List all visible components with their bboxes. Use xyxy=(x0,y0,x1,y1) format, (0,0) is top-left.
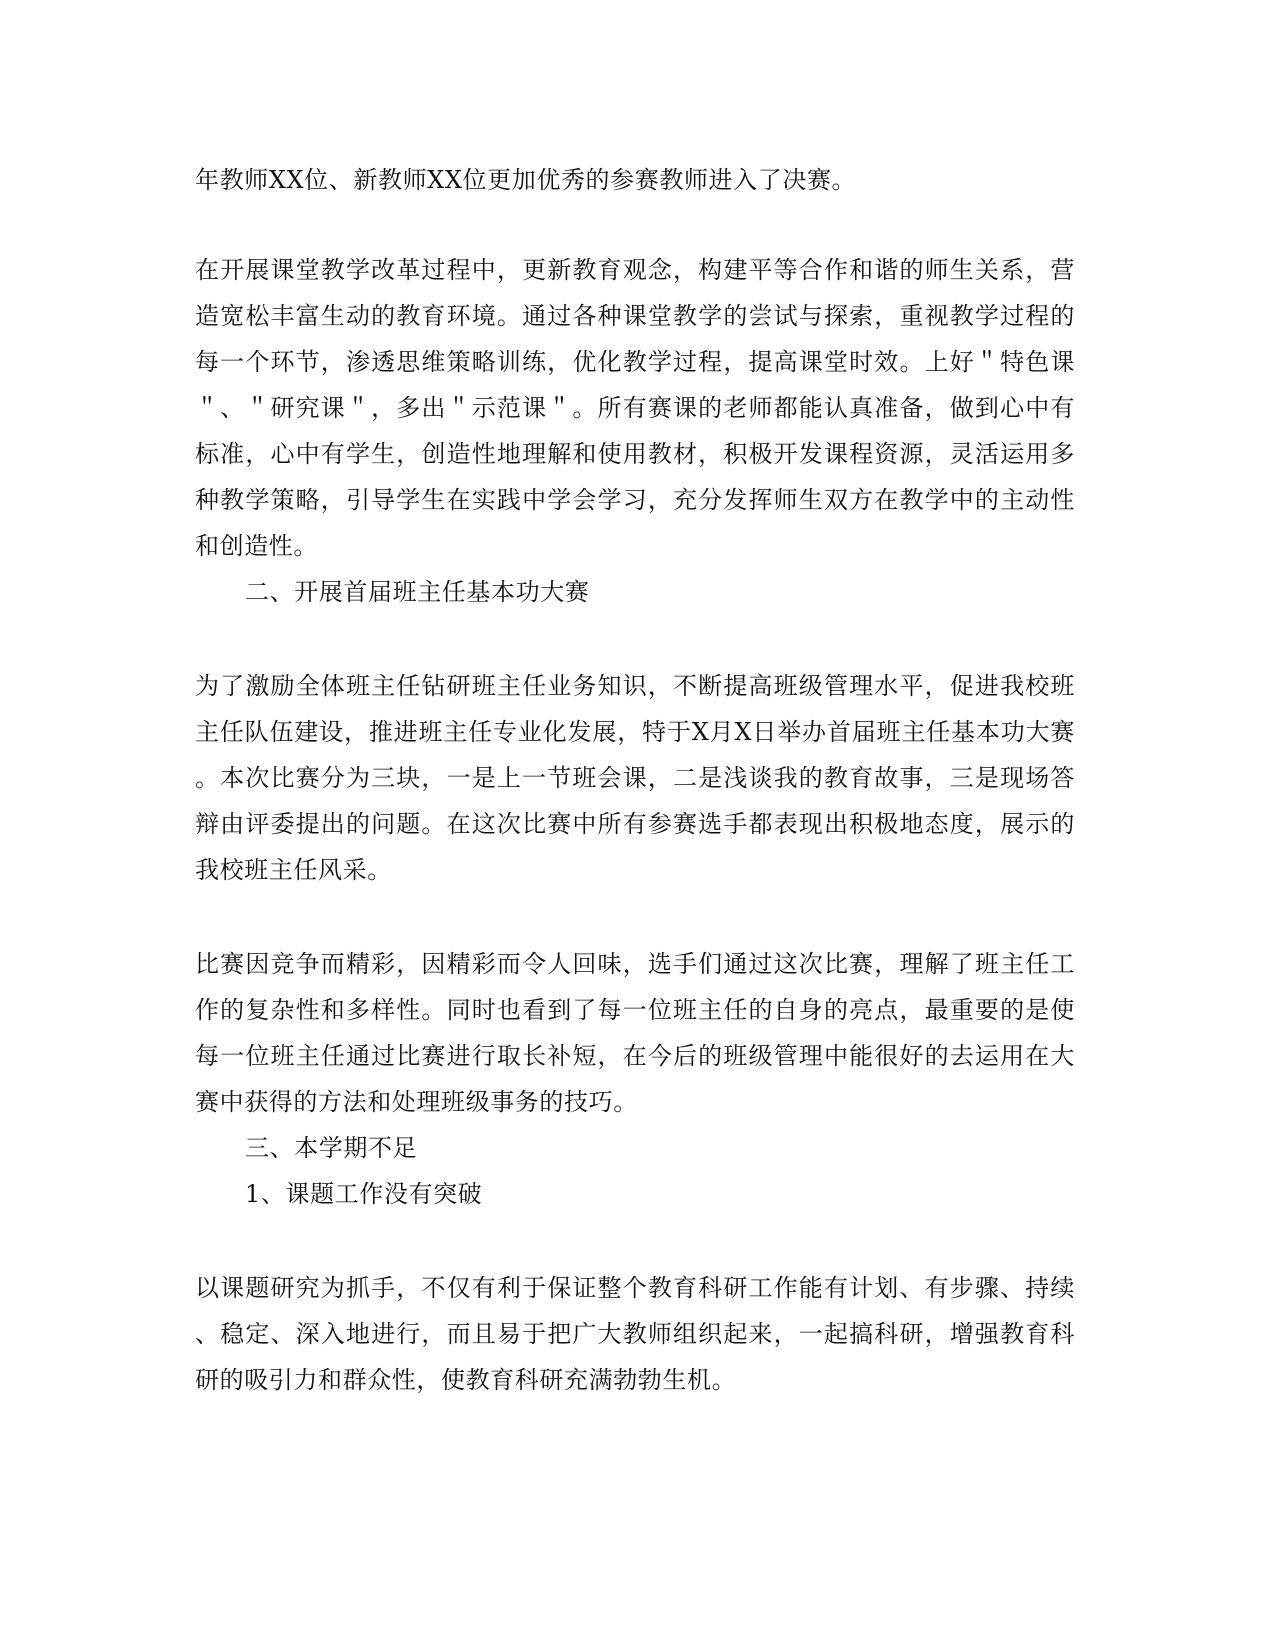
paragraph-line: 比赛因竞争而精彩，因精彩而令人回味，选手们通过这次比赛，理解了班主任工 xyxy=(195,950,1075,978)
paragraph-line: 为了激励全体班主任钻研班主任业务知识，不断提高班级管理水平，促进我校班 xyxy=(195,672,1075,700)
subsection-heading: 1、课题工作没有突破 xyxy=(245,1180,483,1208)
paragraph-line: 每一个环节，渗透思维策略训练，优化教学过程，提高课堂时效。上好＂特色课 xyxy=(195,348,1075,376)
section-heading: 二、开展首届班主任基本功大赛 xyxy=(245,578,590,606)
paragraph-line: 和创造性。 xyxy=(195,532,318,560)
paragraph-line: 赛中获得的方法和处理班级事务的技巧。 xyxy=(195,1088,638,1116)
paragraph-line: ＂、＂研究课＂，多出＂示范课＂。所有赛课的老师都能认真准备，做到心中有 xyxy=(195,394,1075,422)
paragraph-line: 作的复杂性和多样性。同时也看到了每一位班主任的自身的亮点，最重要的是使 xyxy=(195,996,1075,1024)
section-heading: 三、本学期不足 xyxy=(245,1134,418,1162)
paragraph-line: 以课题研究为抓手，不仅有利于保证整个教育科研工作能有计划、有步骤、持续 xyxy=(195,1274,1075,1302)
paragraph-line: 种教学策略，引导学生在实践中学会学习，充分发挥师生双方在教学中的主动性 xyxy=(195,486,1075,514)
paragraph-line: 研的吸引力和群众性，使教育科研充满勃勃生机。 xyxy=(195,1366,737,1394)
paragraph-line: 我校班主任风采。 xyxy=(195,856,392,884)
paragraph-line: 辩由评委提出的问题。在这次比赛中所有参赛选手都表现出积极地态度，展示的 xyxy=(195,810,1075,838)
paragraph-line: 、稳定、深入地进行，而且易于把广大教师组织起来，一起搞科研，增强教育科 xyxy=(195,1320,1075,1348)
paragraph-line: 年教师XX位、新教师XX位更加优秀的参赛教师进入了决赛。 xyxy=(195,166,857,194)
paragraph-line: 在开展课堂教学改革过程中，更新教育观念，构建平等合作和谐的师生关系，营 xyxy=(195,256,1075,284)
paragraph-line: 主任队伍建设，推进班主任专业化发展，特于X月X日举办首届班主任基本功大赛 xyxy=(195,718,1075,746)
paragraph-line: 。本次比赛分为三块，一是上一节班会课，二是浅谈我的教育故事，三是现场答 xyxy=(195,764,1075,792)
paragraph-line: 标准，心中有学生，创造性地理解和使用教材，积极开发课程资源，灵活运用多 xyxy=(195,440,1075,468)
paragraph-line: 每一位班主任通过比赛进行取长补短，在今后的班级管理中能很好的去运用在大 xyxy=(195,1042,1075,1070)
paragraph-line: 造宽松丰富生动的教育环境。通过各种课堂教学的尝试与探索，重视教学过程的 xyxy=(195,302,1075,330)
